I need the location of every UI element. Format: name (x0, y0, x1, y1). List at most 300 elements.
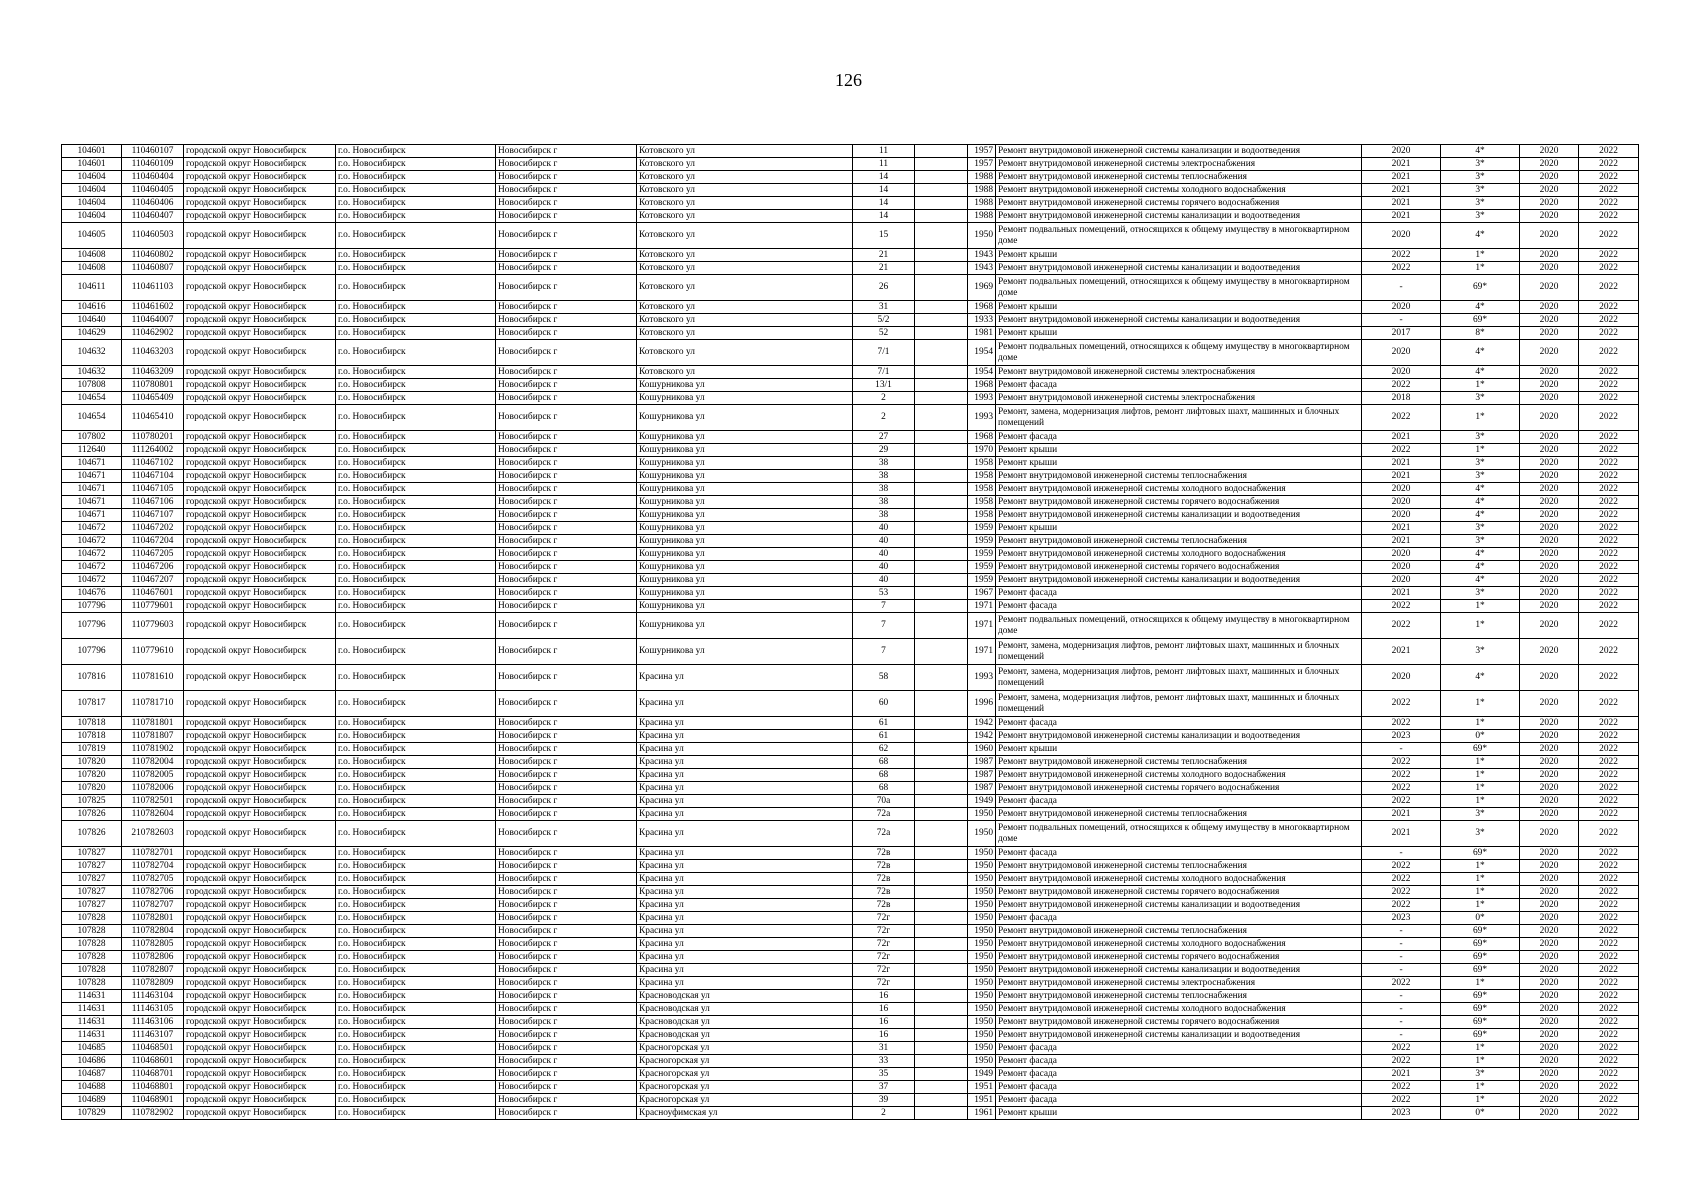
plan-start-cell: 2020 (1520, 990, 1579, 1003)
table-row (62, 912, 1639, 925)
street-cell: Кошурникова ул (637, 431, 853, 444)
settlement-cell: г.о. Новосибирск (336, 873, 496, 886)
work-type-cell: Ремонт внутридомовой инженерной системы теплоснабжения (996, 808, 1362, 821)
work-type-cell: Ремонт крыши (996, 522, 1362, 535)
plan-start-cell: 2020 (1520, 756, 1579, 769)
building-cell (915, 535, 968, 548)
table-row (62, 886, 1639, 899)
street-cell: Кошурникова ул (637, 457, 853, 470)
plan-start-cell: 2020 (1520, 717, 1579, 730)
building-cell (915, 496, 968, 509)
house-number-cell: 2 (853, 1107, 915, 1120)
plan-start-cell: 2020 (1520, 808, 1579, 821)
period-cell: 1* (1441, 782, 1520, 795)
city-cell: Новосибирск г (496, 496, 637, 509)
municipality-cell: городской округ Новосибирск (184, 210, 336, 223)
house-number-cell: 27 (853, 431, 915, 444)
plan-end-cell: 2022 (1579, 873, 1639, 886)
house-id-cell: 104671 (62, 470, 122, 483)
year-built-cell: 1950 (968, 964, 996, 977)
city-cell: Новосибирск г (496, 548, 637, 561)
building-cell (915, 1029, 968, 1042)
plan-start-cell: 2020 (1520, 340, 1579, 366)
city-cell: Новосибирск г (496, 912, 637, 925)
settlement-cell: г.о. Новосибирск (336, 860, 496, 873)
plan-start-cell: 2020 (1520, 1068, 1579, 1081)
building-cell (915, 639, 968, 665)
table-row (62, 210, 1639, 223)
year-built-cell: 1954 (968, 366, 996, 379)
municipality-cell: городской округ Новосибирск (184, 470, 336, 483)
work-id-cell: 110781902 (122, 743, 184, 756)
house-number-cell: 14 (853, 210, 915, 223)
period-cell: 1* (1441, 405, 1520, 431)
work-id-cell: 110779601 (122, 600, 184, 613)
work-id-cell: 110782501 (122, 795, 184, 808)
last-repair-year-cell: 2021 (1362, 821, 1441, 847)
municipality-cell: городской округ Новосибирск (184, 509, 336, 522)
period-cell: 0* (1441, 1107, 1520, 1120)
plan-end-cell: 2022 (1579, 951, 1639, 964)
building-cell (915, 613, 968, 639)
year-built-cell: 1950 (968, 912, 996, 925)
settlement-cell: г.о. Новосибирск (336, 431, 496, 444)
municipality-cell: городской округ Новосибирск (184, 847, 336, 860)
plan-end-cell: 2022 (1579, 964, 1639, 977)
house-number-cell: 38 (853, 470, 915, 483)
building-cell (915, 405, 968, 431)
house-number-cell: 40 (853, 522, 915, 535)
municipality-cell: городской округ Новосибирск (184, 1107, 336, 1120)
municipality-cell: городской округ Новосибирск (184, 899, 336, 912)
work-type-cell: Ремонт подвальных помещений, относящихся к общему имуществу в многоквартирном доме (996, 613, 1362, 639)
house-number-cell: 15 (853, 223, 915, 249)
city-cell: Новосибирск г (496, 613, 637, 639)
building-cell (915, 860, 968, 873)
plan-end-cell: 2022 (1579, 587, 1639, 600)
municipality-cell: городской округ Новосибирск (184, 691, 336, 717)
city-cell: Новосибирск г (496, 145, 637, 158)
building-cell (915, 444, 968, 457)
plan-start-cell: 2020 (1520, 366, 1579, 379)
last-repair-year-cell: 2022 (1362, 249, 1441, 262)
last-repair-year-cell: - (1362, 938, 1441, 951)
plan-end-cell: 2022 (1579, 275, 1639, 301)
period-cell: 4* (1441, 561, 1520, 574)
settlement-cell: г.о. Новосибирск (336, 821, 496, 847)
municipality-cell: городской округ Новосибирск (184, 392, 336, 405)
settlement-cell: г.о. Новосибирск (336, 184, 496, 197)
city-cell: Новосибирск г (496, 158, 637, 171)
street-cell: Красногорская ул (637, 1094, 853, 1107)
work-id-cell: 110467202 (122, 522, 184, 535)
table-row (62, 197, 1639, 210)
city-cell: Новосибирск г (496, 743, 637, 756)
house-id-cell: 104604 (62, 197, 122, 210)
building-cell (915, 769, 968, 782)
work-type-cell: Ремонт внутридомовой инженерной системы теплоснабжения (996, 470, 1362, 483)
house-number-cell: 35 (853, 1068, 915, 1081)
municipality-cell: городской округ Новосибирск (184, 145, 336, 158)
building-cell (915, 262, 968, 275)
city-cell: Новосибирск г (496, 210, 637, 223)
work-id-cell: 110464007 (122, 314, 184, 327)
house-id-cell: 107827 (62, 860, 122, 873)
street-cell: Котовского ул (637, 145, 853, 158)
table-row (62, 314, 1639, 327)
period-cell: 1* (1441, 249, 1520, 262)
house-id-cell: 104688 (62, 1081, 122, 1094)
work-id-cell: 110467105 (122, 483, 184, 496)
plan-end-cell: 2022 (1579, 340, 1639, 366)
house-id-cell: 104608 (62, 262, 122, 275)
city-cell: Новосибирск г (496, 886, 637, 899)
plan-start-cell: 2020 (1520, 1029, 1579, 1042)
building-cell (915, 314, 968, 327)
work-id-cell: 210782603 (122, 821, 184, 847)
municipality-cell: городской округ Новосибирск (184, 925, 336, 938)
last-repair-year-cell: - (1362, 275, 1441, 301)
year-built-cell: 1996 (968, 691, 996, 717)
street-cell: Котовского ул (637, 262, 853, 275)
last-repair-year-cell: 2022 (1362, 600, 1441, 613)
plan-end-cell: 2022 (1579, 158, 1639, 171)
building-cell (915, 691, 968, 717)
house-number-cell: 68 (853, 756, 915, 769)
settlement-cell: г.о. Новосибирск (336, 899, 496, 912)
plan-start-cell: 2020 (1520, 145, 1579, 158)
house-id-cell: 104632 (62, 340, 122, 366)
plan-end-cell: 2022 (1579, 938, 1639, 951)
building-cell (915, 795, 968, 808)
plan-start-cell: 2020 (1520, 912, 1579, 925)
work-type-cell: Ремонт фасада (996, 1081, 1362, 1094)
plan-start-cell: 2020 (1520, 600, 1579, 613)
work-id-cell: 110782707 (122, 899, 184, 912)
plan-end-cell: 2022 (1579, 210, 1639, 223)
street-cell: Кошурникова ул (637, 587, 853, 600)
year-built-cell: 1993 (968, 392, 996, 405)
plan-end-cell: 2022 (1579, 899, 1639, 912)
city-cell: Новосибирск г (496, 964, 637, 977)
period-cell: 3* (1441, 821, 1520, 847)
year-built-cell: 1958 (968, 496, 996, 509)
work-type-cell: Ремонт внутридомовой инженерной системы канализации и водоотведения (996, 1029, 1362, 1042)
work-type-cell: Ремонт крыши (996, 743, 1362, 756)
table-row (62, 964, 1639, 977)
plan-end-cell: 2022 (1579, 444, 1639, 457)
street-cell: Котовского ул (637, 210, 853, 223)
house-id-cell: 107828 (62, 977, 122, 990)
municipality-cell: городской округ Новосибирск (184, 717, 336, 730)
work-id-cell: 110461103 (122, 275, 184, 301)
work-id-cell: 110460404 (122, 171, 184, 184)
building-cell (915, 1003, 968, 1016)
last-repair-year-cell: 2021 (1362, 1068, 1441, 1081)
year-built-cell: 1968 (968, 379, 996, 392)
last-repair-year-cell: 2022 (1362, 717, 1441, 730)
work-type-cell: Ремонт внутридомовой инженерной системы горячего водоснабжения (996, 561, 1362, 574)
building-cell (915, 509, 968, 522)
table-row (62, 561, 1639, 574)
work-type-cell: Ремонт крыши (996, 327, 1362, 340)
work-id-cell: 110782807 (122, 964, 184, 977)
settlement-cell: г.о. Новосибирск (336, 1094, 496, 1107)
city-cell: Новосибирск г (496, 665, 637, 691)
table-row (62, 509, 1639, 522)
city-cell: Новосибирск г (496, 561, 637, 574)
table-row (62, 951, 1639, 964)
year-built-cell: 1959 (968, 561, 996, 574)
house-number-cell: 40 (853, 535, 915, 548)
work-id-cell: 110461602 (122, 301, 184, 314)
city-cell: Новосибирск г (496, 184, 637, 197)
plan-end-cell: 2022 (1579, 223, 1639, 249)
settlement-cell: г.о. Новосибирск (336, 145, 496, 158)
house-id-cell: 104611 (62, 275, 122, 301)
house-number-cell: 5/2 (853, 314, 915, 327)
period-cell: 4* (1441, 145, 1520, 158)
municipality-cell: городской округ Новосибирск (184, 340, 336, 366)
street-cell: Котовского ул (637, 366, 853, 379)
work-type-cell: Ремонт внутридомовой инженерной системы канализации и водоотведения (996, 899, 1362, 912)
street-cell: Красина ул (637, 886, 853, 899)
last-repair-year-cell: 2022 (1362, 379, 1441, 392)
work-type-cell: Ремонт крыши (996, 249, 1362, 262)
last-repair-year-cell: 2020 (1362, 301, 1441, 314)
city-cell: Новосибирск г (496, 392, 637, 405)
municipality-cell: городской округ Новосибирск (184, 223, 336, 249)
settlement-cell: г.о. Новосибирск (336, 548, 496, 561)
building-cell (915, 821, 968, 847)
house-id-cell: 107825 (62, 795, 122, 808)
work-id-cell: 110468901 (122, 1094, 184, 1107)
period-cell: 3* (1441, 210, 1520, 223)
year-built-cell: 1988 (968, 210, 996, 223)
plan-start-cell: 2020 (1520, 938, 1579, 951)
work-id-cell: 110782705 (122, 873, 184, 886)
plan-end-cell: 2022 (1579, 1029, 1639, 1042)
house-id-cell: 104608 (62, 249, 122, 262)
house-number-cell: 21 (853, 249, 915, 262)
table-row (62, 717, 1639, 730)
municipality-cell: городской округ Новосибирск (184, 873, 336, 886)
work-id-cell: 110468601 (122, 1055, 184, 1068)
city-cell: Новосибирск г (496, 808, 637, 821)
city-cell: Новосибирск г (496, 639, 637, 665)
building-cell (915, 223, 968, 249)
period-cell: 4* (1441, 509, 1520, 522)
plan-start-cell: 2020 (1520, 249, 1579, 262)
year-built-cell: 1950 (968, 821, 996, 847)
house-id-cell: 104604 (62, 171, 122, 184)
plan-end-cell: 2022 (1579, 730, 1639, 743)
street-cell: Красина ул (637, 847, 853, 860)
building-cell (915, 782, 968, 795)
plan-end-cell: 2022 (1579, 1094, 1639, 1107)
work-id-cell: 111463106 (122, 1016, 184, 1029)
street-cell: Красина ул (637, 873, 853, 886)
house-number-cell: 72в (853, 860, 915, 873)
year-built-cell: 1988 (968, 197, 996, 210)
last-repair-year-cell: 2022 (1362, 795, 1441, 808)
work-id-cell: 110460802 (122, 249, 184, 262)
house-number-cell: 72г (853, 938, 915, 951)
plan-start-cell: 2020 (1520, 184, 1579, 197)
street-cell: Котовского ул (637, 275, 853, 301)
plan-start-cell: 2020 (1520, 951, 1579, 964)
city-cell: Новосибирск г (496, 1107, 637, 1120)
plan-end-cell: 2022 (1579, 457, 1639, 470)
work-id-cell: 110462902 (122, 327, 184, 340)
building-cell (915, 847, 968, 860)
work-id-cell: 110781807 (122, 730, 184, 743)
plan-end-cell: 2022 (1579, 470, 1639, 483)
city-cell: Новосибирск г (496, 600, 637, 613)
year-built-cell: 1958 (968, 457, 996, 470)
house-id-cell: 107796 (62, 600, 122, 613)
year-built-cell: 1968 (968, 301, 996, 314)
settlement-cell: г.о. Новосибирск (336, 613, 496, 639)
plan-end-cell: 2022 (1579, 379, 1639, 392)
street-cell: Кошурникова ул (637, 379, 853, 392)
table-row (62, 730, 1639, 743)
last-repair-year-cell: 2020 (1362, 340, 1441, 366)
street-cell: Красногорская ул (637, 1068, 853, 1081)
table-row (62, 990, 1639, 1003)
city-cell: Новосибирск г (496, 197, 637, 210)
table-row (62, 639, 1639, 665)
house-number-cell: 53 (853, 587, 915, 600)
building-cell (915, 964, 968, 977)
work-type-cell: Ремонт внутридомовой инженерной системы канализации и водоотведения (996, 262, 1362, 275)
year-built-cell: 1968 (968, 431, 996, 444)
street-cell: Красина ул (637, 730, 853, 743)
street-cell: Красина ул (637, 795, 853, 808)
settlement-cell: г.о. Новосибирск (336, 379, 496, 392)
table-row (62, 782, 1639, 795)
period-cell: 69* (1441, 275, 1520, 301)
municipality-cell: городской округ Новосибирск (184, 379, 336, 392)
plan-start-cell: 2020 (1520, 1016, 1579, 1029)
last-repair-year-cell: 2022 (1362, 873, 1441, 886)
year-built-cell: 1933 (968, 314, 996, 327)
last-repair-year-cell: 2020 (1362, 145, 1441, 158)
settlement-cell: г.о. Новосибирск (336, 1029, 496, 1042)
year-built-cell: 1987 (968, 769, 996, 782)
house-id-cell: 107818 (62, 717, 122, 730)
city-cell: Новосибирск г (496, 756, 637, 769)
city-cell: Новосибирск г (496, 1055, 637, 1068)
work-id-cell: 110468501 (122, 1042, 184, 1055)
last-repair-year-cell: 2020 (1362, 223, 1441, 249)
period-cell: 3* (1441, 522, 1520, 535)
work-id-cell: 110782806 (122, 951, 184, 964)
work-id-cell: 110467106 (122, 496, 184, 509)
house-id-cell: 104640 (62, 314, 122, 327)
house-number-cell: 33 (853, 1055, 915, 1068)
plan-end-cell: 2022 (1579, 431, 1639, 444)
work-type-cell: Ремонт фасада (996, 847, 1362, 860)
table-row (62, 158, 1639, 171)
house-number-cell: 72г (853, 925, 915, 938)
plan-end-cell: 2022 (1579, 1107, 1639, 1120)
year-built-cell: 1943 (968, 262, 996, 275)
plan-start-cell: 2020 (1520, 210, 1579, 223)
table-row (62, 483, 1639, 496)
plan-start-cell: 2020 (1520, 535, 1579, 548)
settlement-cell: г.о. Новосибирск (336, 223, 496, 249)
plan-end-cell: 2022 (1579, 691, 1639, 717)
year-built-cell: 1950 (968, 925, 996, 938)
house-id-cell: 104671 (62, 496, 122, 509)
year-built-cell: 1950 (968, 938, 996, 951)
last-repair-year-cell: 2022 (1362, 1081, 1441, 1094)
work-type-cell: Ремонт подвальных помещений, относящихся к общему имуществу в многоквартирном доме (996, 223, 1362, 249)
period-cell: 1* (1441, 262, 1520, 275)
building-cell (915, 275, 968, 301)
table-row (62, 847, 1639, 860)
period-cell: 3* (1441, 1068, 1520, 1081)
city-cell: Новосибирск г (496, 327, 637, 340)
plan-start-cell: 2020 (1520, 691, 1579, 717)
house-number-cell: 72г (853, 951, 915, 964)
municipality-cell: городской округ Новосибирск (184, 886, 336, 899)
year-built-cell: 1971 (968, 613, 996, 639)
city-cell: Новосибирск г (496, 470, 637, 483)
house-id-cell: 114631 (62, 1016, 122, 1029)
table-row (62, 301, 1639, 314)
city-cell: Новосибирск г (496, 1081, 637, 1094)
work-type-cell: Ремонт фасада (996, 795, 1362, 808)
plan-end-cell: 2022 (1579, 314, 1639, 327)
year-built-cell: 1958 (968, 483, 996, 496)
settlement-cell: г.о. Новосибирск (336, 366, 496, 379)
plan-end-cell: 2022 (1579, 171, 1639, 184)
house-id-cell: 104604 (62, 184, 122, 197)
work-type-cell: Ремонт внутридомовой инженерной системы электроснабжения (996, 977, 1362, 990)
last-repair-year-cell: 2020 (1362, 574, 1441, 587)
settlement-cell: г.о. Новосибирск (336, 535, 496, 548)
settlement-cell: г.о. Новосибирск (336, 1055, 496, 1068)
year-built-cell: 1958 (968, 470, 996, 483)
year-built-cell: 1969 (968, 275, 996, 301)
street-cell: Кошурникова ул (637, 561, 853, 574)
year-built-cell: 1959 (968, 548, 996, 561)
municipality-cell: городской округ Новосибирск (184, 327, 336, 340)
page-number: 126 (835, 70, 862, 90)
work-id-cell: 110460405 (122, 184, 184, 197)
house-id-cell: 104671 (62, 509, 122, 522)
settlement-cell: г.о. Новосибирск (336, 587, 496, 600)
year-built-cell: 1993 (968, 405, 996, 431)
work-type-cell: Ремонт крыши (996, 444, 1362, 457)
year-built-cell: 1950 (968, 1016, 996, 1029)
building-cell (915, 912, 968, 925)
street-cell: Кошурникова ул (637, 496, 853, 509)
plan-end-cell: 2022 (1579, 977, 1639, 990)
house-id-cell: 104632 (62, 366, 122, 379)
last-repair-year-cell: 2022 (1362, 613, 1441, 639)
building-cell (915, 938, 968, 951)
period-cell: 3* (1441, 158, 1520, 171)
house-number-cell: 58 (853, 665, 915, 691)
work-id-cell: 110781801 (122, 717, 184, 730)
municipality-cell: городской округ Новосибирск (184, 613, 336, 639)
last-repair-year-cell: 2020 (1362, 366, 1441, 379)
municipality-cell: городской округ Новосибирск (184, 197, 336, 210)
work-type-cell: Ремонт фасада (996, 1055, 1362, 1068)
